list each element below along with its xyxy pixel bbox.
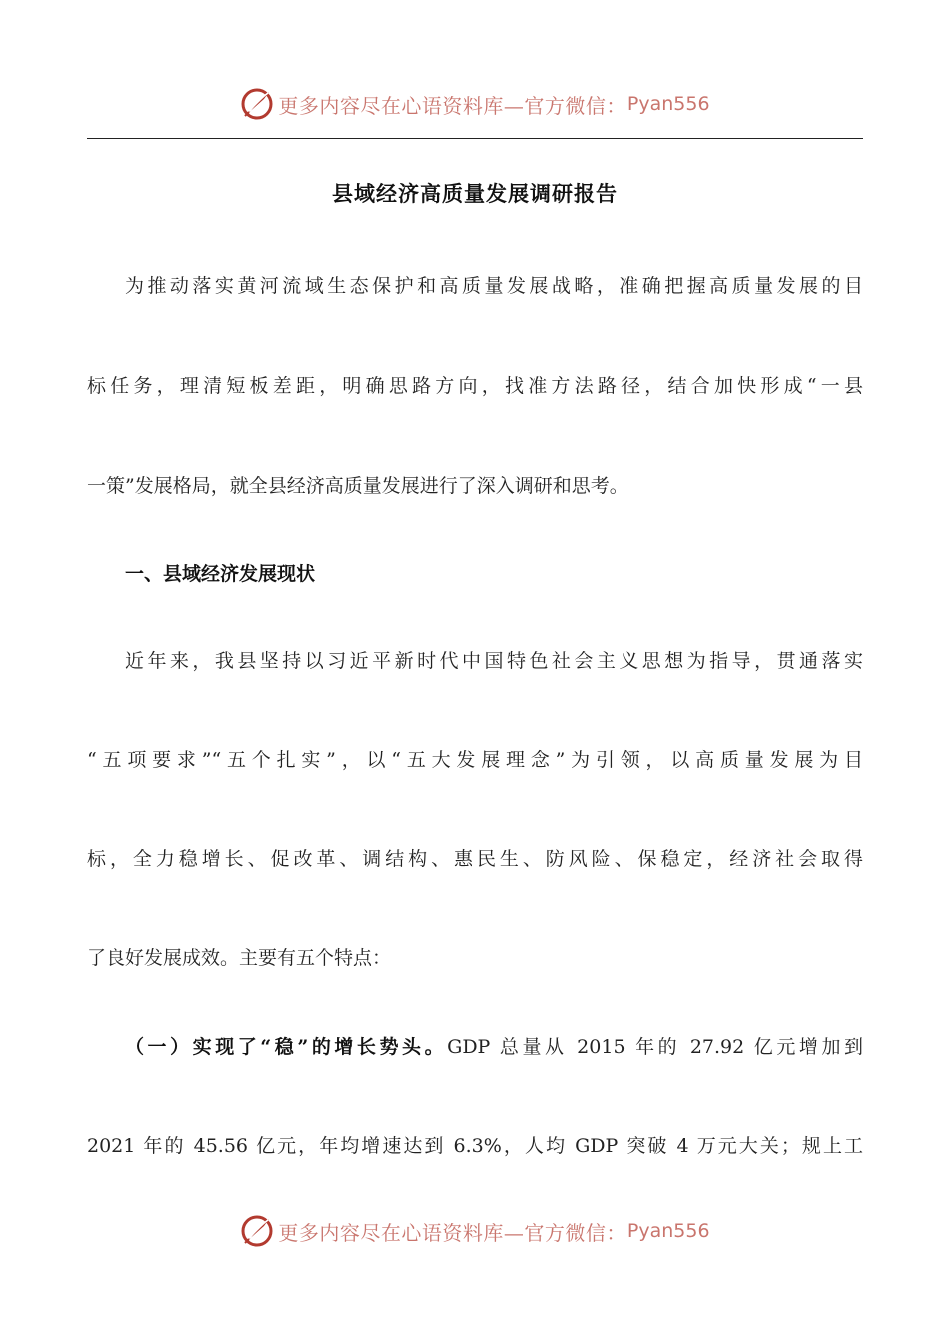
paragraph-line: 2021 年的 45.56 亿元，年均增速达到 6.3%，人均 GDP 突破 4 万元大关；规上工 bbox=[87, 1135, 863, 1157]
header-banner bbox=[0, 84, 950, 124]
quill-logo-icon bbox=[240, 1214, 274, 1248]
paragraph-line: “五项要求”“五个扎实”，以“五大发展理念”为引领，以高质量发展为目 bbox=[87, 749, 863, 771]
banner-wechat-id: Pyan556 bbox=[626, 1220, 710, 1242]
section-heading: 一、县域经济发展现状 bbox=[125, 563, 316, 585]
quill-logo-icon bbox=[240, 87, 274, 121]
point-heading: （一）实现了“稳”的增长势头。 bbox=[125, 1036, 448, 1058]
paragraph-line: 了良好发展成效。主要有五个特点： bbox=[87, 947, 392, 969]
footer-banner bbox=[0, 1211, 950, 1251]
point-text: GDP 总量从 2015 年的 27.92 亿元增加到 bbox=[447, 1036, 863, 1058]
paragraph-line: 为推动落实黄河流域生态保护和高质量发展战略，准确把握高质量发展的目 bbox=[125, 275, 863, 297]
header-divider bbox=[87, 138, 863, 139]
paragraph-line: 标，全力稳增长、促改革、调结构、惠民生、防风险、保稳定，经济社会取得 bbox=[87, 848, 863, 870]
banner-text: 更多内容尽在心语资料库—官方微信： bbox=[278, 1220, 627, 1245]
paragraph-line: 近年来，我县坚持以习近平新时代中国特色社会主义思想为指导，贯通落实 bbox=[125, 650, 863, 672]
point-paragraph-line bbox=[87, 1035, 863, 1059]
banner-wechat-id: Pyan556 bbox=[626, 93, 710, 115]
banner-text: 更多内容尽在心语资料库—官方微信： bbox=[278, 93, 627, 118]
paragraph-line: 标任务，理清短板差距，明确思路方向，找准方法路径，结合加快形成“一县 bbox=[87, 375, 863, 397]
document-title: 县域经济高质量发展调研报告 bbox=[332, 181, 618, 206]
paragraph-line: 一策”发展格局，就全县经济高质量发展进行了深入调研和思考。 bbox=[87, 475, 629, 497]
